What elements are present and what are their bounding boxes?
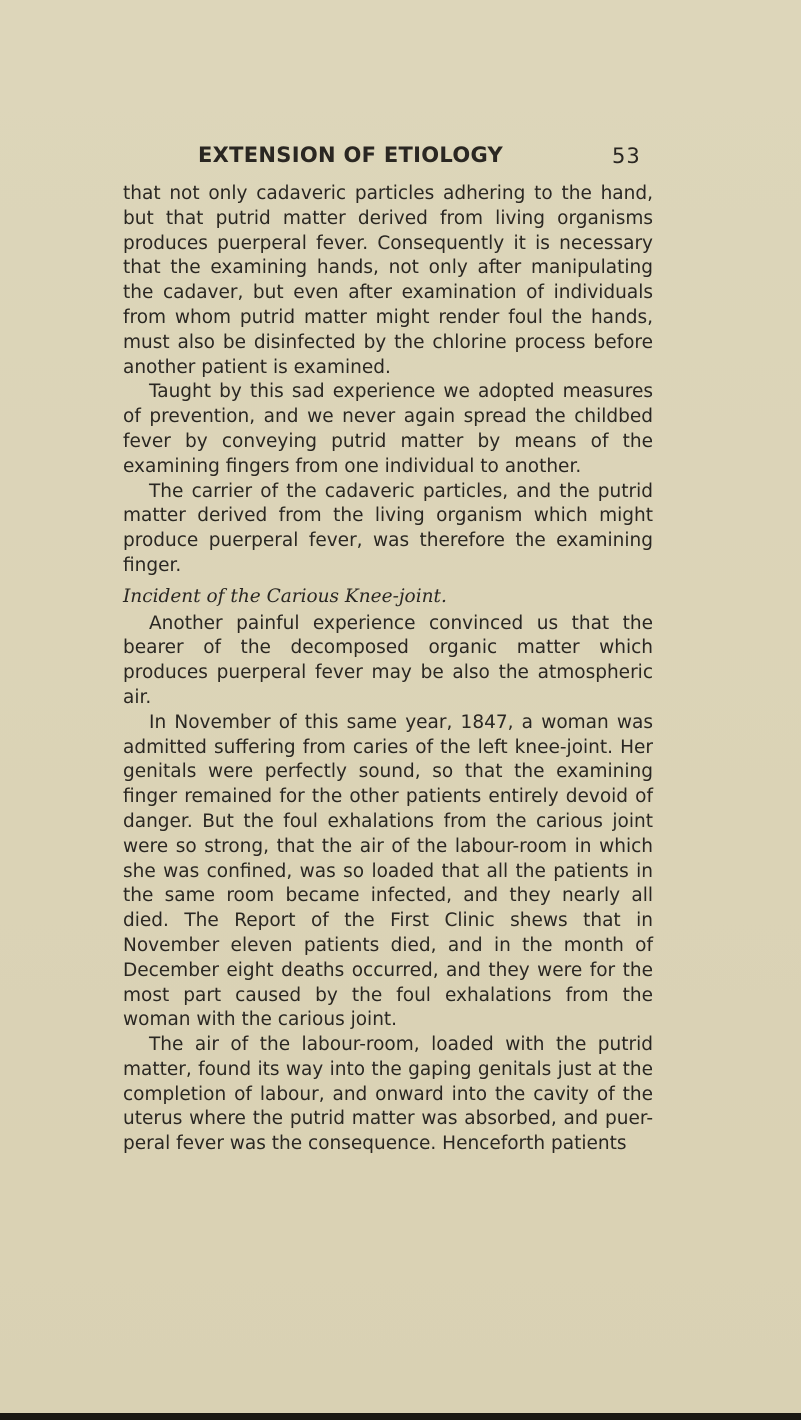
paragraph: In November of this same year, 1847, a woman was admitted suffering from caries of the left knee-joint. Her genitals were perfectly sound, so that the examining finger remained for the other patients entirely devoid of danger. But the foul exhalations from the carious joint were so strong, that the air of the labour-room in which she was confined, was so loaded that all the patients in the same room became infected, and they nearly all died. The Report of the First Clinic shews that in November eleven patients died, and in the month of December eight deaths occurred, and they were for the most part caused by the foul exhalations from the woman with the carious joint. [123, 711, 653, 1031]
section-subheading: Incident of the Carious Knee-joint. [123, 585, 447, 607]
paragraph: Taught by this sad experience we adopted measures of prevention, and we never again spread the childbed fever by conveying putrid matter by means of the examining fingers from one individual to another. [123, 381, 653, 477]
scan-bottom-edge [0, 1413, 801, 1420]
page-header [0, 143, 801, 173]
running-head: EXTENSION OF ETIOLOGY [198, 143, 504, 167]
paragraph: The carrier of the cadaveric particles, and the putrid matter derived from the living organism which might produce puerperal fever, was therefore the examining finger. [123, 480, 653, 576]
page-number: 53 [612, 144, 641, 168]
body-text [123, 182, 653, 1157]
paragraph: that not only cadaveric particles adhering to the hand, but that putrid matter derived from living organisms produces puerperal fever. Consequently it is necessary that the examining hands, not only after manipulating the cadaver, but even after examination of individuals from whom putrid matter might render foul the hands, must also be disinfected by the chlorine process before another patient is examined. [123, 183, 653, 378]
paragraph: Another painful experience convinced us that the bearer of the decomposed organic matter which produces puerperal fever may be also the atmospheric air. [123, 612, 653, 708]
paragraph: The air of the labour-room, loaded with the putrid matter, found its way into the gaping genitals just at the completion of labour, and onward into the cavity of the uterus where the putrid matter was absorbed, and puer- peral fever was the consequence. Henceforth patients [123, 1034, 653, 1155]
